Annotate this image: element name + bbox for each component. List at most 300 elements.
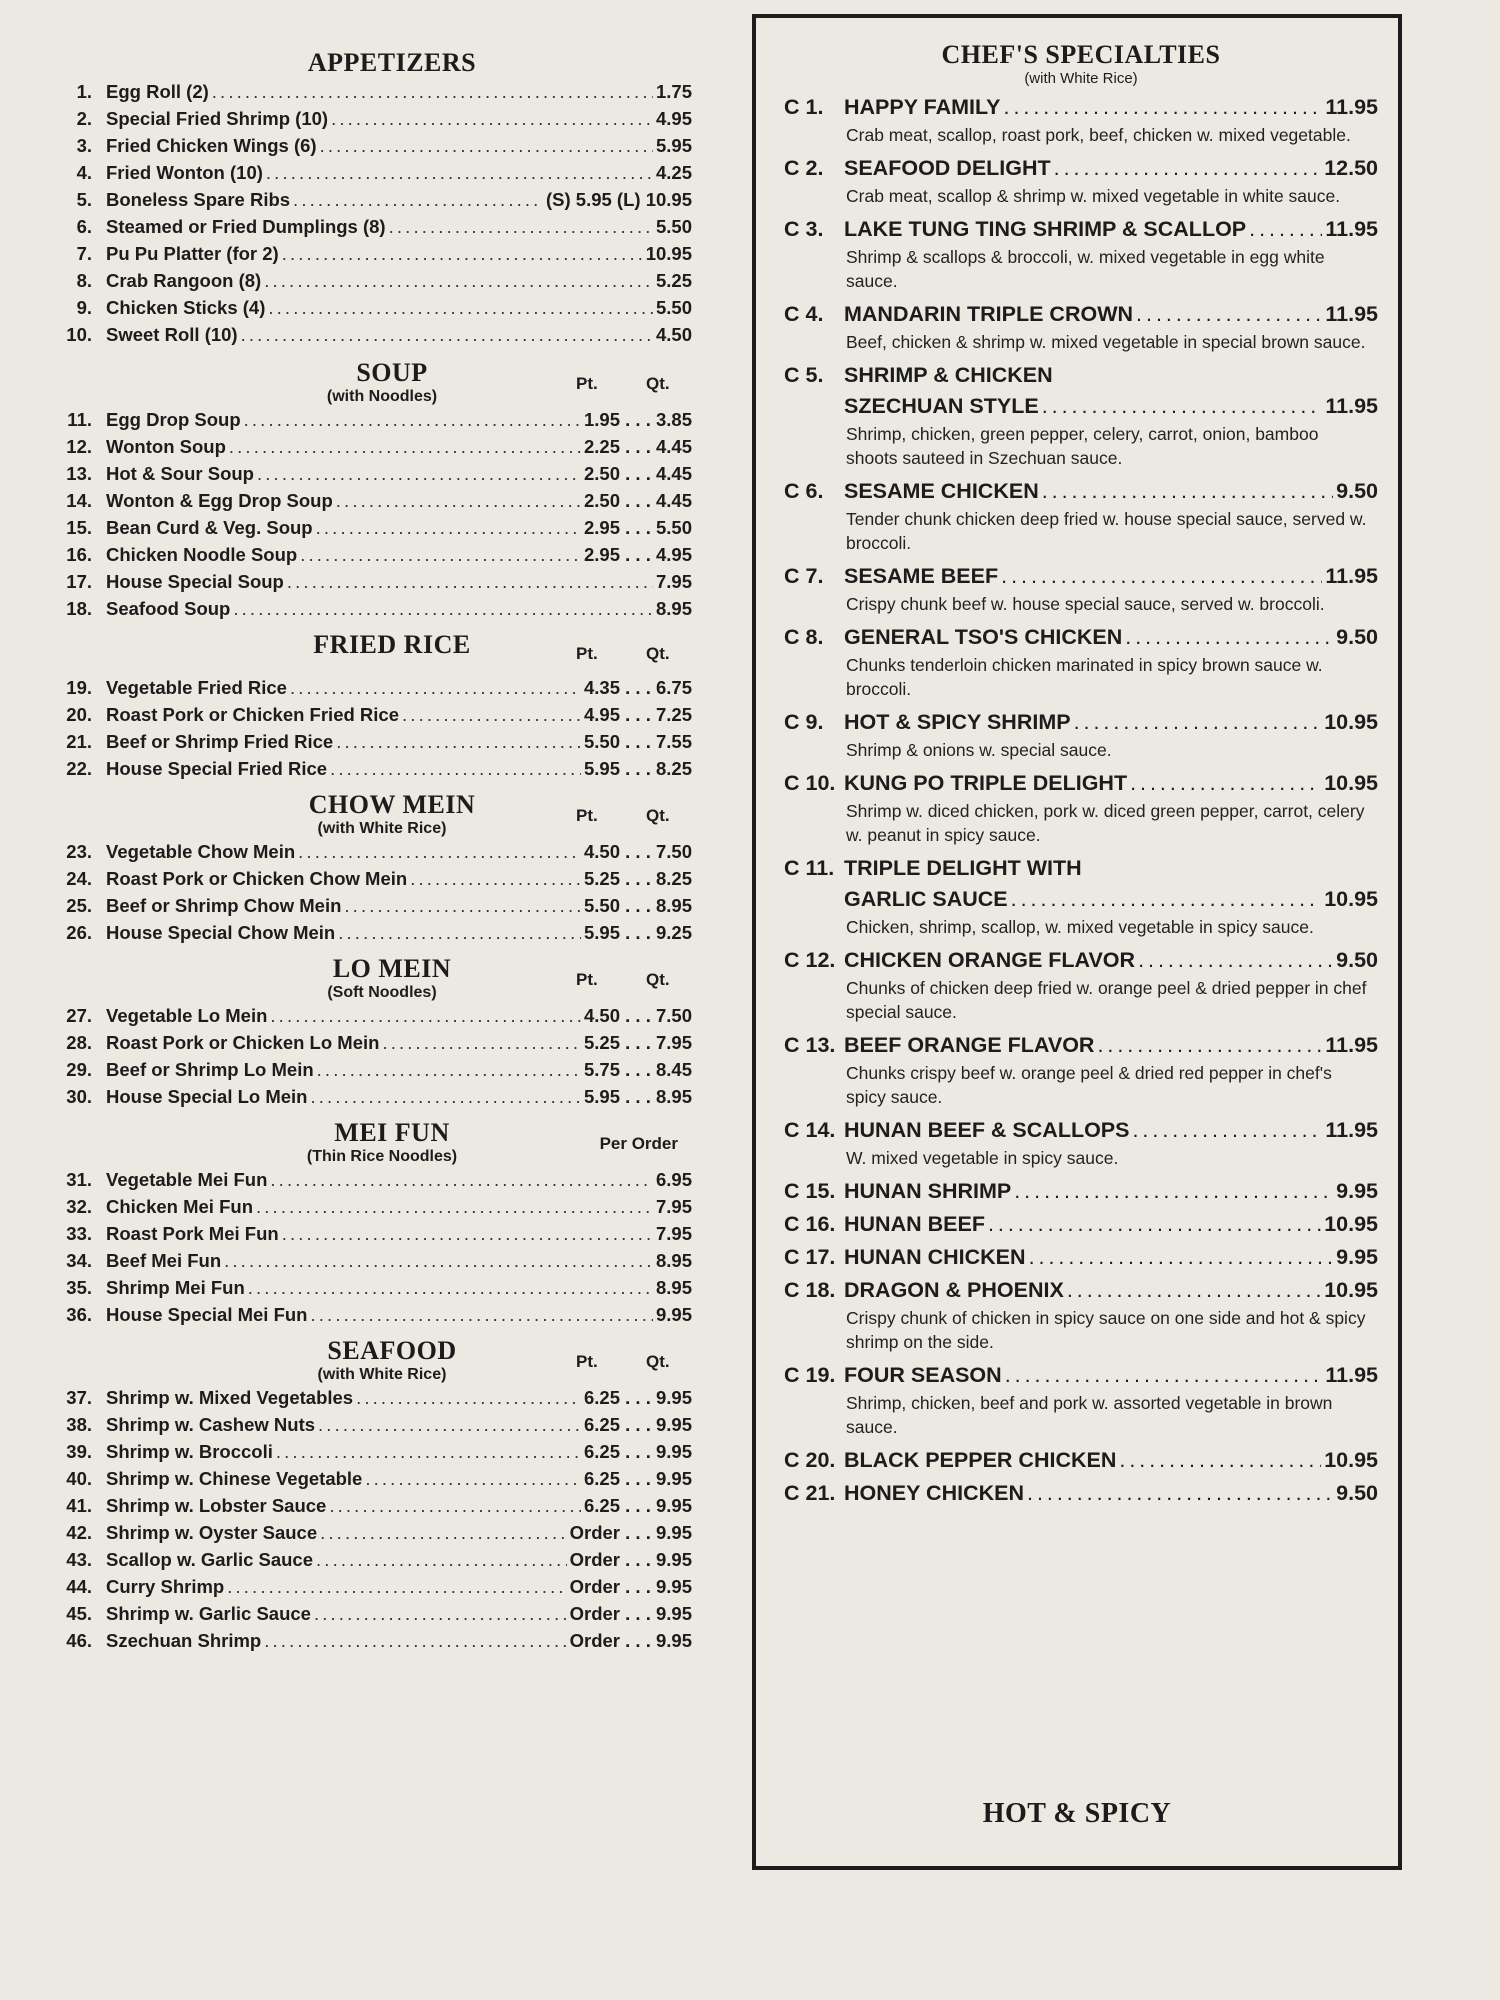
item-list: [52, 1384, 692, 1654]
specialty-price: 9.50: [1336, 625, 1378, 649]
dot-leader: [298, 838, 581, 865]
specialty-price: 11.95: [1325, 1033, 1378, 1057]
section-header: [52, 48, 692, 78]
section-title: SEAFOOD: [327, 1336, 457, 1365]
dot-leader: [1067, 1275, 1321, 1306]
item-name: Roast Pork or Chicken Lo Mein: [106, 1032, 380, 1053]
dot-leader: [336, 487, 581, 514]
item-name: Wonton & Egg Drop Soup: [106, 490, 333, 511]
menu-item: [52, 1002, 692, 1029]
dot-leader: [276, 1438, 581, 1465]
specialty-line: [784, 214, 1378, 245]
item-number: 8.: [76, 270, 92, 291]
specialty-item: [784, 1242, 1378, 1273]
menu-section: [52, 48, 692, 348]
section-subtitle: (with White Rice): [317, 1366, 447, 1383]
dot-leader: [988, 1209, 1321, 1240]
item-number: 21.: [66, 731, 92, 752]
specialty-code: C 17.: [784, 1245, 836, 1269]
specialty-description: Shrimp w. diced chicken, pork w. diced green pepper, carrot, celery w. peanut in spicy sauce.: [846, 801, 1365, 845]
item-price: 7.95: [655, 1223, 692, 1244]
specialty-line: [784, 1275, 1378, 1306]
item-price: 8.95: [655, 1250, 692, 1271]
section-title: FRIED RICE: [313, 630, 471, 659]
specialty-description: Crab meat, scallop & shrimp w. mixed vegetable in white sauce.: [846, 186, 1341, 206]
dot-leader: [268, 294, 653, 321]
specialty-item: [784, 153, 1378, 208]
dot-leader: [282, 240, 643, 267]
item-price: 5.50 . . . 8.95: [584, 895, 692, 916]
specialty-line: [784, 1242, 1378, 1273]
dot-leader: [1074, 707, 1322, 738]
specialty-line: [784, 853, 1378, 884]
item-number: 9.: [76, 297, 92, 318]
specialty-item: [784, 1030, 1378, 1109]
menu-item: [52, 186, 692, 213]
dot-leader: [1136, 299, 1322, 330]
menu-item: [52, 1193, 692, 1220]
specialty-name: HUNAN CHICKEN: [844, 1245, 1026, 1269]
dot-leader: [256, 1193, 653, 1220]
price-column-headers: [600, 1134, 678, 1154]
item-price: 4.50 . . . 7.50: [584, 1005, 692, 1026]
section-header: [52, 630, 692, 674]
specialty-item: [784, 1478, 1378, 1509]
specialty-code: C 13.: [784, 1033, 836, 1057]
menu-item: [52, 487, 692, 514]
item-name: Wonton Soup: [106, 436, 226, 457]
item-name: Crab Rangoon (8): [106, 270, 262, 291]
specialty-name: SESAME BEEF: [844, 564, 999, 588]
menu-section: [52, 1118, 692, 1328]
specialty-name: SHRIMP & CHICKEN: [844, 363, 1053, 387]
dot-leader: [402, 701, 581, 728]
dot-leader: [293, 186, 543, 213]
dot-leader: [1138, 945, 1333, 976]
dot-leader: [264, 267, 653, 294]
item-name: Scallop w. Garlic Sauce: [106, 1549, 314, 1570]
dot-leader: [410, 865, 581, 892]
item-name: Special Fried Shrimp (10): [106, 108, 329, 129]
specialty-code: C 15.: [784, 1179, 836, 1203]
specialty-name: FOUR SEASON: [844, 1363, 1002, 1387]
specialty-name: HUNAN BEEF & SCALLOPS: [844, 1118, 1130, 1142]
menu-item: [52, 514, 692, 541]
specialty-code: C 11.: [784, 856, 835, 880]
dot-leader: [241, 321, 653, 348]
specialty-description: Shrimp & onions w. special sauce.: [846, 740, 1112, 760]
item-number: 28.: [66, 1032, 92, 1053]
specialty-item: [784, 214, 1378, 293]
dot-leader: [257, 460, 581, 487]
menu-item: [52, 728, 692, 755]
specialty-line: [784, 153, 1378, 184]
section-header: [52, 954, 692, 1002]
specialty-code: C 1.: [784, 95, 824, 119]
item-price: 4.25: [655, 162, 692, 183]
specialty-line: [784, 92, 1378, 123]
specialty-item: [784, 1275, 1378, 1354]
specialty-price: 10.95: [1324, 1212, 1378, 1236]
item-price: 6.25 . . . 9.95: [584, 1387, 692, 1408]
item-number: 44.: [66, 1576, 92, 1597]
item-number: 31.: [66, 1169, 92, 1190]
item-price: 5.25: [655, 270, 692, 291]
specialty-name: HUNAN SHRIMP: [844, 1179, 1012, 1203]
specialty-item: [784, 1115, 1378, 1170]
specialty-price: 9.50: [1336, 479, 1378, 503]
dot-leader: [1125, 622, 1333, 653]
dot-leader: [224, 1247, 653, 1274]
item-number: 42.: [66, 1522, 92, 1543]
section-title: APPETIZERS: [307, 48, 477, 77]
specialty-line: [784, 299, 1378, 330]
specialty-line: [784, 561, 1378, 592]
specialty-item: [784, 561, 1378, 616]
item-price: 4.35 . . . 6.75: [584, 677, 692, 698]
dot-leader: [1027, 1478, 1333, 1509]
section-title: LO MEIN: [332, 954, 452, 983]
item-price: 7.95: [655, 571, 692, 592]
item-number: 5.: [76, 189, 92, 210]
specialty-item: [784, 360, 1378, 470]
menu-item: [52, 213, 692, 240]
menu-item: [52, 755, 692, 782]
item-number: 3.: [76, 135, 92, 156]
item-number: 19.: [66, 677, 92, 698]
item-name: House Special Lo Mein: [106, 1086, 308, 1107]
menu-section: [52, 630, 692, 782]
item-number: 43.: [66, 1549, 92, 1570]
item-price: 10.95: [645, 243, 692, 264]
item-price: 4.50: [655, 324, 692, 345]
item-number: 16.: [66, 544, 92, 565]
menu-item: [52, 1438, 692, 1465]
item-name: Szechuan Shrimp: [106, 1630, 262, 1651]
specialty-description: Shrimp, chicken, beef and pork w. assorted vegetable in brown sauce.: [846, 1393, 1333, 1437]
item-list: [52, 1166, 692, 1328]
dot-leader: [290, 674, 581, 701]
item-list: [52, 78, 692, 348]
item-price: 6.25 . . . 9.95: [584, 1441, 692, 1462]
dot-leader: [336, 728, 581, 755]
item-name: Boneless Spare Ribs: [106, 189, 291, 210]
specialty-name: TRIPLE DELIGHT WITH: [844, 856, 1082, 880]
dot-leader: [1097, 1030, 1322, 1061]
specialty-description: Crispy chunk beef w. house special sauce, served w. broccoli.: [846, 594, 1325, 614]
item-number: 41.: [66, 1495, 92, 1516]
column-header-pint: Pt.: [576, 644, 598, 663]
item-name: Vegetable Chow Mein: [106, 841, 296, 862]
specialty-code: C 18.: [784, 1278, 836, 1302]
specialty-code: C 4.: [784, 302, 824, 326]
dot-leader: [1004, 92, 1323, 123]
item-price: 5.50: [655, 216, 692, 237]
item-number: 14.: [66, 490, 92, 511]
dot-leader: [248, 1274, 653, 1301]
item-price: 9.95: [655, 1304, 692, 1325]
specialty-price: 11.95: [1325, 302, 1378, 326]
item-price: 5.75 . . . 8.45: [584, 1059, 692, 1080]
left-column: [52, 48, 692, 1662]
dot-leader: [365, 1465, 581, 1492]
specialty-price: 9.95: [1336, 1245, 1378, 1269]
section-title: MEI FUN: [334, 1118, 450, 1147]
dot-leader: [282, 1220, 653, 1247]
item-number: 40.: [66, 1468, 92, 1489]
specialty-price: 12.50: [1324, 156, 1378, 180]
item-name: Shrimp w. Mixed Vegetables: [106, 1387, 354, 1408]
specialty-name: HUNAN BEEF: [844, 1212, 985, 1236]
menu-item: [52, 1411, 692, 1438]
menu-item: [52, 460, 692, 487]
specialty-name: GENERAL TSO'S CHICKEN: [844, 625, 1123, 649]
specialty-name: CHICKEN ORANGE FLAVOR: [844, 948, 1136, 972]
dot-leader: [316, 514, 581, 541]
item-number: 29.: [66, 1059, 92, 1080]
specialties-list: [784, 92, 1378, 1509]
section-header: [52, 358, 692, 406]
section-subtitle: (with Noodles): [326, 388, 438, 405]
specialty-name: DRAGON & PHOENIX: [844, 1278, 1064, 1302]
item-number: 11.: [67, 409, 92, 430]
specialty-item: [784, 1445, 1378, 1476]
dot-leader: [233, 595, 653, 622]
column-header-pint: Pt.: [576, 374, 598, 393]
menu-item: [52, 674, 692, 701]
menu-section: [52, 1336, 692, 1654]
specialty-name-cont: GARLIC SAUCE: [844, 887, 1008, 911]
dot-leader: [317, 1056, 581, 1083]
dot-leader: [300, 541, 581, 568]
item-name: Shrimp w. Lobster Sauce: [106, 1495, 327, 1516]
item-price: 2.95 . . . 4.95: [584, 544, 692, 565]
column-header-quart: Qt.: [646, 644, 670, 663]
specialty-item: [784, 1209, 1378, 1240]
dot-leader: [229, 433, 581, 460]
dot-leader: [382, 1029, 581, 1056]
section-subtitle: (Soft Noodles): [327, 984, 437, 1001]
item-number: 37.: [66, 1387, 92, 1408]
specialty-code: C 8.: [784, 625, 824, 649]
menu-item: [52, 1247, 692, 1274]
specialties-title: CHEF'S SPECIALTIES: [941, 40, 1221, 69]
specialty-price: 11.95: [1325, 1363, 1378, 1387]
menu-item: [52, 105, 692, 132]
menu-item: [52, 267, 692, 294]
dot-leader: [311, 1301, 653, 1328]
specialty-code: C 6.: [784, 479, 824, 503]
item-price: 5.95 . . . 8.95: [584, 1086, 692, 1107]
menu-item: [52, 1465, 692, 1492]
item-number: 13.: [66, 463, 92, 484]
menu-item: [52, 1301, 692, 1328]
dot-leader: [1029, 1242, 1334, 1273]
specialty-name: SEAFOOD DELIGHT: [844, 156, 1051, 180]
item-name: Beef or Shrimp Chow Mein: [106, 895, 342, 916]
dot-leader: [1011, 884, 1322, 915]
specialty-code: C 9.: [784, 710, 824, 734]
item-number: 24.: [66, 868, 92, 889]
menu-item: [52, 1056, 692, 1083]
item-name: Vegetable Fried Rice: [106, 677, 287, 698]
dot-leader: [266, 159, 653, 186]
menu-section: [52, 358, 692, 622]
item-name: Egg Roll (2): [106, 81, 209, 102]
specialty-name: HOT & SPICY SHRIMP: [844, 710, 1071, 734]
specialty-item: [784, 92, 1378, 147]
menu-section: [52, 790, 692, 946]
item-number: 10.: [66, 324, 92, 345]
specialty-name: BLACK PEPPER CHICKEN: [844, 1448, 1117, 1472]
section-title: SOUP: [356, 358, 428, 387]
specialty-item: [784, 1176, 1378, 1207]
price-column-headers: [576, 644, 678, 664]
item-name: Beef or Shrimp Fried Rice: [106, 731, 334, 752]
column-header-quart: Qt.: [646, 374, 670, 393]
item-price: Order . . . 9.95: [569, 1603, 692, 1624]
menu-item: [52, 1573, 692, 1600]
dot-leader: [1054, 153, 1322, 184]
column-header-pint: Pt.: [576, 806, 598, 825]
item-price: 5.95: [655, 135, 692, 156]
specialty-name: BEEF ORANGE FLAVOR: [844, 1033, 1095, 1057]
specialty-line: [784, 884, 1378, 915]
item-name: Hot & Sour Soup: [106, 463, 254, 484]
item-name: Fried Chicken Wings (6): [106, 135, 317, 156]
item-price: Order . . . 9.95: [569, 1549, 692, 1570]
specialty-item: [784, 1360, 1378, 1439]
section-subtitle: (with White Rice): [317, 820, 447, 837]
dot-leader: [227, 1573, 566, 1600]
dot-leader: [329, 1492, 581, 1519]
specialty-name: LAKE TUNG TING SHRIMP & SCALLOP: [844, 217, 1247, 241]
item-number: 25.: [66, 895, 92, 916]
section-header: [52, 790, 692, 838]
column-header-quart: Qt.: [646, 970, 670, 989]
specialty-item: [784, 853, 1378, 939]
item-number: 46.: [66, 1630, 92, 1651]
menu-item: [52, 595, 692, 622]
specialty-code: C 19.: [784, 1363, 836, 1387]
item-name: Shrimp w. Chinese Vegetable: [106, 1468, 363, 1489]
item-name: Chicken Sticks (4): [106, 297, 266, 318]
item-price: 1.95 . . . 3.85: [584, 409, 692, 430]
specialty-line: [784, 1445, 1378, 1476]
item-name: Seafood Soup: [106, 598, 231, 619]
price-column-headers: [576, 1352, 678, 1372]
item-name: Bean Curd & Veg. Soup: [106, 517, 313, 538]
specialty-price: 11.95: [1325, 1118, 1378, 1142]
item-list: [52, 406, 692, 622]
specialty-name: KUNG PO TRIPLE DELIGHT: [844, 771, 1128, 795]
specialty-price: 9.95: [1336, 1179, 1378, 1203]
item-number: 30.: [66, 1086, 92, 1107]
menu-item: [52, 1627, 692, 1654]
item-price: 5.50 . . . 7.55: [584, 731, 692, 752]
item-name: Beef or Shrimp Lo Mein: [106, 1059, 314, 1080]
item-number: 32.: [66, 1196, 92, 1217]
dot-leader: [1119, 1445, 1321, 1476]
item-name: Fried Wonton (10): [106, 162, 263, 183]
dot-leader: [318, 1411, 581, 1438]
specialty-description: Crispy chunk of chicken in spicy sauce on one side and hot & spicy shrimp on the side.: [846, 1308, 1366, 1352]
item-name: Vegetable Lo Mein: [106, 1005, 268, 1026]
dot-leader: [270, 1002, 581, 1029]
specialty-item: [784, 622, 1378, 701]
item-number: 33.: [66, 1223, 92, 1244]
specialty-line: [784, 768, 1378, 799]
menu-item: [52, 294, 692, 321]
column-header-pint: Per Order: [599, 1134, 678, 1153]
menu-item: [52, 865, 692, 892]
item-price: 5.25 . . . 8.25: [584, 868, 692, 889]
item-name: House Special Soup: [106, 571, 284, 592]
specialty-price: 11.95: [1325, 394, 1378, 418]
specialty-name: HONEY CHICKEN: [844, 1481, 1024, 1505]
specialty-name-cont: SZECHUAN STYLE: [844, 394, 1039, 418]
menu-item: [52, 132, 692, 159]
specialty-code: C 10.: [784, 771, 836, 795]
item-name: Roast Pork or Chicken Fried Rice: [106, 704, 400, 725]
specialty-price: 10.95: [1324, 710, 1378, 734]
menu-item: [52, 78, 692, 105]
dot-leader: [1042, 476, 1333, 507]
specialty-description: Tender chunk chicken deep fried w. house special sauce, served w. broccoli.: [846, 509, 1367, 553]
item-name: House Special Chow Mein: [106, 922, 336, 943]
item-price: 6.25 . . . 9.95: [584, 1414, 692, 1435]
specialty-price: 10.95: [1324, 1278, 1378, 1302]
specialty-line: [784, 707, 1378, 738]
menu-item: [52, 1083, 692, 1110]
item-price: Order . . . 9.95: [569, 1630, 692, 1651]
specialty-line: [784, 1209, 1378, 1240]
specialty-name: MANDARIN TRIPLE CROWN: [844, 302, 1134, 326]
item-price: 2.50 . . . 4.45: [584, 463, 692, 484]
specialty-line: [784, 1030, 1378, 1061]
section-subtitle: (Thin Rice Noodles): [306, 1148, 458, 1165]
specialty-code: C 16.: [784, 1212, 836, 1236]
item-name: Roast Pork Mei Fun: [106, 1223, 279, 1244]
menu-section: [52, 954, 692, 1110]
specialty-item: [784, 768, 1378, 847]
item-price: 4.95: [655, 108, 692, 129]
specialty-line: [784, 1115, 1378, 1146]
specialty-description: Beef, chicken & shrimp w. mixed vegetable in special brown sauce.: [846, 332, 1366, 352]
item-number: 4.: [76, 162, 92, 183]
specialty-description: W. mixed vegetable in spicy sauce.: [846, 1148, 1119, 1168]
dot-leader: [330, 755, 581, 782]
menu-item: [52, 1274, 692, 1301]
specialty-line: [784, 391, 1378, 422]
item-price: 5.95 . . . 9.25: [584, 922, 692, 943]
column-header-quart: Qt.: [646, 1352, 670, 1371]
item-number: 1.: [76, 81, 92, 102]
item-number: 36.: [66, 1304, 92, 1325]
item-name: Curry Shrimp: [106, 1576, 225, 1597]
section-header: [52, 1118, 692, 1166]
item-name: Shrimp Mei Fun: [106, 1277, 245, 1298]
dot-leader: [389, 213, 653, 240]
item-number: 26.: [66, 922, 92, 943]
price-column-headers: [576, 806, 678, 826]
specialty-line: [784, 476, 1378, 507]
item-number: 23.: [66, 841, 92, 862]
dot-leader: [1001, 561, 1322, 592]
item-name: Chicken Noodle Soup: [106, 544, 298, 565]
item-number: 38.: [66, 1414, 92, 1435]
specialty-code: C 20.: [784, 1448, 836, 1472]
